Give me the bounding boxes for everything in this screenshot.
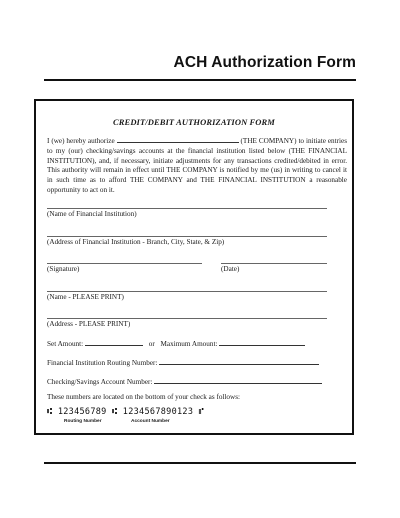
- micr-line: ⑆ 123456789 ⑆ 1234567890123 ⑈: [47, 407, 205, 417]
- company-name-blank[interactable]: [117, 136, 239, 143]
- amount-row: [47, 338, 305, 348]
- maximum-amount-label: Maximum Amount:: [160, 340, 218, 348]
- authorization-paragraph: [47, 136, 347, 196]
- page-title: ACH Authorization Form: [173, 54, 356, 71]
- institution-address-line[interactable]: [47, 236, 327, 237]
- routing-number-caption: Routing Number: [64, 419, 102, 424]
- account-number-field[interactable]: [154, 376, 322, 384]
- signature-line[interactable]: [47, 263, 202, 264]
- account-number-caption: Account Number: [131, 419, 170, 424]
- check-note: These numbers are located on the bottom of your check as follows:: [47, 393, 241, 401]
- institution-name-caption: (Name of Financial Institution): [47, 210, 137, 218]
- date-caption: (Date): [221, 265, 240, 273]
- maximum-amount-field[interactable]: [219, 338, 305, 346]
- authorization-form: [34, 99, 354, 435]
- account-number-row: [47, 376, 322, 386]
- intro-body-text: (THE COMPANY) to initiate entries to my (our) checking/savings accounts at the financial institution listed below (THE FINANCIAL INSTITUTION), and, if necessary, initiate adjustments for any transactions credited/debited in error. This authority will remain in effect until THE COMPANY is notified by me (us) in writing to cancel it in such time as to afford THE COMPANY and THE FINANCIAL INSTITUTION a reasonable opportunity to act on it.: [47, 137, 348, 194]
- signature-caption: (Signature): [47, 265, 80, 273]
- print-address-caption: (Address - PLEASE PRINT): [47, 320, 131, 328]
- print-address-line[interactable]: [47, 318, 327, 319]
- institution-address-caption: (Address of Financial Institution - Branch, City, State, & Zip): [47, 238, 225, 246]
- routing-number-label: Financial Institution Routing Number:: [47, 359, 158, 367]
- form-heading: CREDIT/DEBIT AUTHORIZATION FORM: [113, 117, 275, 127]
- account-number-label: Checking/Savings Account Number:: [47, 378, 153, 386]
- institution-name-line[interactable]: [47, 208, 327, 209]
- print-name-line[interactable]: [47, 291, 327, 292]
- amount-or-label: or: [148, 340, 155, 348]
- routing-number-row: [47, 357, 319, 367]
- intro-lead-text: I (we) hereby authorize: [47, 137, 115, 145]
- set-amount-field[interactable]: [85, 338, 143, 346]
- title-divider: [44, 79, 356, 81]
- date-line[interactable]: [221, 263, 327, 264]
- print-name-caption: (Name - PLEASE PRINT): [47, 293, 124, 301]
- set-amount-label: Set Amount:: [47, 340, 84, 348]
- bottom-divider: [44, 462, 356, 464]
- check-micr-example: [47, 407, 247, 429]
- routing-number-field[interactable]: [159, 357, 319, 365]
